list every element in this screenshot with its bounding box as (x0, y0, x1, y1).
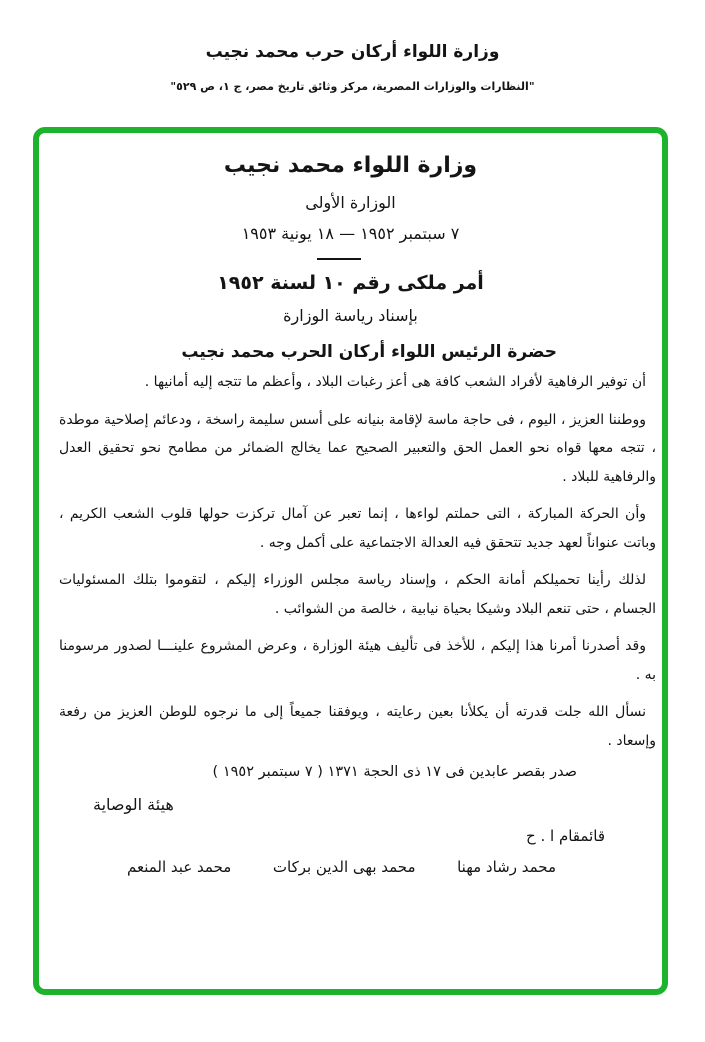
body-text (59, 368, 656, 755)
decree-subject: بإسناد رياسة الوزارة (283, 306, 418, 325)
body-paragraph: أن توفير الرفاهية لأفراد الشعب كافة هى أعز رغبات البلاد ، وأعظم ما تتجه إليه أمانيها . (144, 374, 646, 390)
regency-council-label: هيئة الوصاية (93, 795, 174, 814)
document-content (39, 133, 662, 989)
document-frame (33, 127, 668, 995)
signatory-name: محمد عبد المنعم (127, 858, 232, 876)
body-paragraph: وأن الحركة المباركة ، التى حملتم لواءها ، إنما تعبر عن آمال تركزت حولها قلوب الشعب الكريم ، وباتت عنواناً لعهد جديد تتحقق فيه العدالة الاجتماعية على أكمل وجه . (59, 506, 656, 551)
date-range: ٧ سبتمبر ١٩٥٢ — ١٨ يونية ١٩٥٣ (241, 224, 460, 243)
divider-rule (317, 258, 361, 260)
issued-at-line: صدر بقصر عابدين فى ١٧ ذى الحجة ١٣٧١ ( ٧ سبتمبر ١٩٥٢ ) (212, 764, 577, 780)
signatory-name: محمد بهى الدين بركات (272, 858, 416, 876)
ministry-title: وزارة اللواء محمد نجيب (223, 153, 478, 178)
page-header (0, 42, 705, 93)
decree-title: أمر ملكى رقم ١٠ لسنة ١٩٥٢ (217, 272, 484, 294)
body-paragraph: لذلك رأينا تحميلكم أمانة الحكم ، وإسناد رياسة مجلس الوزراء إليكم ، لتقوموا بتلك المسئوليات الجسام ، حتى تنعم البلاد وشيكا بحياة نيابية ، خالصة من الشوائب . (59, 572, 656, 617)
salutation-line: حضرة الرئيس اللواء أركان الحرب محمد نجيب (181, 342, 557, 362)
signatory-rank: قائمقام ا . ح (526, 827, 605, 845)
cabinet-label: الوزارة الأولى (305, 193, 396, 212)
body-paragraph: ووطننا العزيز ، اليوم ، فى حاجة ماسة لإقامة بنيانه على أسس سليمة راسخة ، ودعائم إصلاحية موطدة ، تتجه معها قواه نحو العمل الحق والتعبير الصحيح عما يخالج الضمائر من مطامح نحو تحقيق العدل والرفاهية للبلاد . (59, 411, 656, 485)
body-paragraph: وقد أصدرنا أمرنا هذا إليكم ، للأخذ فى تأليف هيئة الوزارة ، وعرض المشروع علينـــا لصدور مرسومنا به . (59, 638, 656, 683)
source-citation: "النظارات والوزارات المصرية، مركز وثائق تاريخ مصر، ج ١، ص ٥٢٩" (170, 80, 535, 93)
signatory-name: محمد رشاد مهنا (457, 858, 556, 876)
page-title: وزارة اللواء أركان حرب محمد نجيب (205, 42, 500, 62)
body-paragraph: نسأل الله جلت قدرته أن يكلأنا بعين رعايته ، ويوفقنا جميعاً إلى ما نرجوه للوطن العزيز من رفعة وإسعاد . (59, 704, 656, 749)
signatories-row (127, 858, 556, 876)
